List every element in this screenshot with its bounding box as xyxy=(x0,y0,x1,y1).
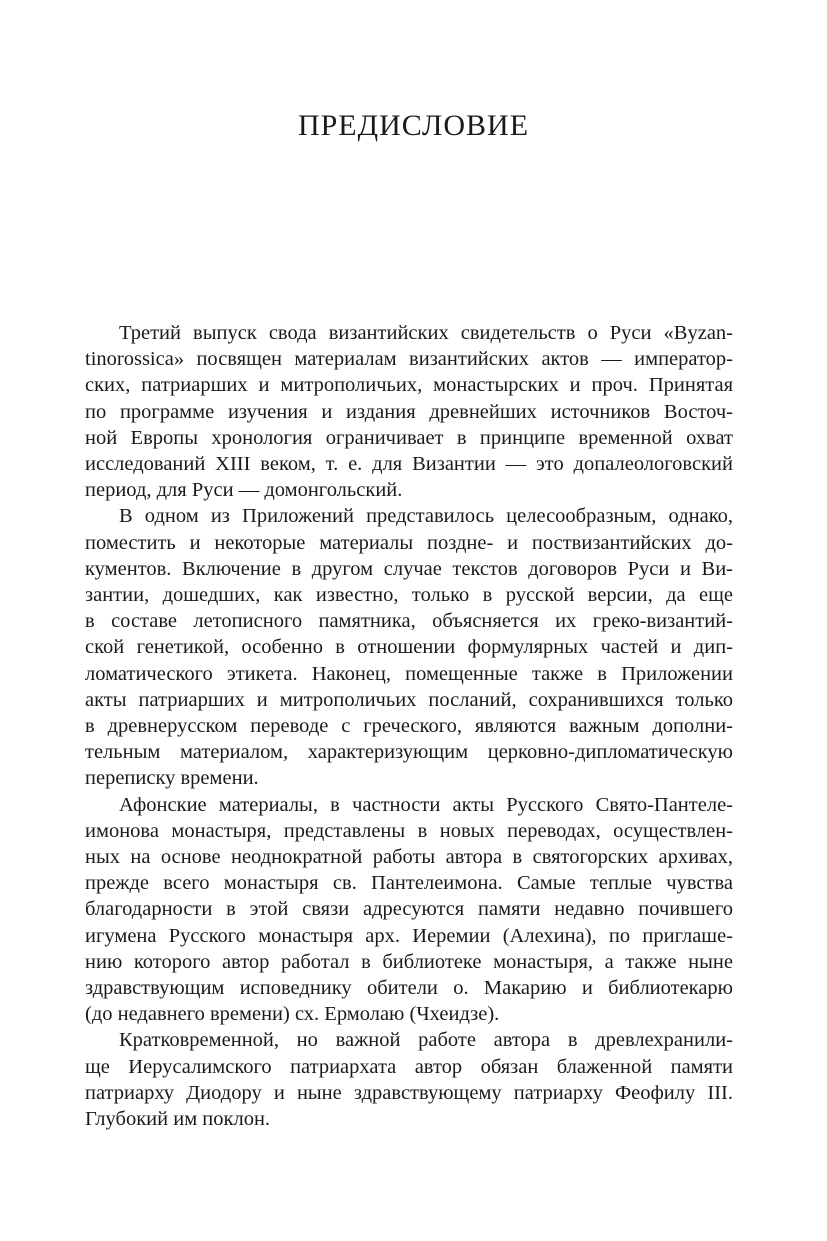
text-line: (до недавнего времени) сх. Ермолаю (Чхеидзе). xyxy=(85,1003,500,1026)
text-line: имонова монастыря, представлены в новых переводах, осуществлен- xyxy=(85,819,733,842)
text-line: тельным материалом, характеризующим церковно-дипломатическую xyxy=(85,741,733,764)
text-line: акты патриарших и митрополичьих посланий, сохранившихся только xyxy=(85,688,733,711)
paragraph-2 xyxy=(85,503,733,791)
page-title: ПРЕДИСЛОВИЕ xyxy=(297,109,530,142)
text-line: tinorossica» посвящен материалам византийских актов — император- xyxy=(85,348,733,371)
paragraph-1 xyxy=(85,320,733,503)
text-line: Глубокий им поклон. xyxy=(85,1108,271,1131)
text-line: благодарности в этой связи адресуются памяти недавно почившего xyxy=(85,898,733,921)
text-line: ломатического этикета. Наконец, помещенные также в Приложении xyxy=(85,662,733,685)
paragraph-4 xyxy=(85,1027,733,1132)
text-line: переписку времени. xyxy=(85,767,259,790)
text-line: исследований XIII веком, т. е. для Византии — это допалеологовский xyxy=(85,453,733,476)
text-line: ской генетикой, особенно в отношении формулярных частей и дип- xyxy=(85,636,733,659)
text-line: В одном из Приложений представилось целесообразным, однако, xyxy=(119,505,733,528)
text-line: в составе летописного памятника, объясняется их греко-византий- xyxy=(85,610,733,633)
text-line: Афонские материалы, в частности акты Русского Свято-Пантеле- xyxy=(119,793,733,816)
text-line: зантии, дошедших, как известно, только в русской версии, да еще xyxy=(85,584,733,607)
text-line: ных на основе неоднократной работы автора в святогорских архивах, xyxy=(85,846,733,869)
text-line: кументов. Включение в другом случае текстов договоров Руси и Ви- xyxy=(85,557,733,580)
text-line: игумена Русского монастыря арх. Иеремии (Алехина), по приглаше- xyxy=(85,924,733,947)
text-line: нию которого автор работал в библиотеке монастыря, а также ныне xyxy=(85,950,733,973)
text-line: патриарху Диодору и ныне здравствующему патриарху Феофилу III. xyxy=(85,1081,733,1104)
text-line: ских, патриарших и митрополичьих, монастырских и проч. Принятая xyxy=(85,374,733,397)
text-line: в древнерусском переводе с греческого, являются важным дополни- xyxy=(85,715,733,738)
text-line: здравствующим исповеднику обители о. Макарию и библиотекарю xyxy=(85,977,733,1000)
paragraph-3 xyxy=(85,792,733,1028)
text-line: прежде всего монастыря св. Пантелеимона. Самые теплые чувства xyxy=(85,872,733,895)
text-line: ще Иерусалимского патриархата автор обязан блаженной памяти xyxy=(85,1055,733,1078)
preface-body xyxy=(85,320,733,1132)
text-line: ной Европы хронология ограничивает в принципе временной охват xyxy=(85,426,733,449)
text-line: поместить и некоторые материалы поздне- и поствизантийских до- xyxy=(85,531,733,554)
text-line: период, для Руси — домонгольский. xyxy=(85,479,403,502)
text-line: по программе изучения и издания древнейших источников Восточ- xyxy=(85,400,733,423)
text-line: Кратковременной, но важной работе автора в древлехранили- xyxy=(119,1029,733,1052)
text-line: Третий выпуск свода византийских свидетельств о Руси «Byzan- xyxy=(119,322,733,344)
